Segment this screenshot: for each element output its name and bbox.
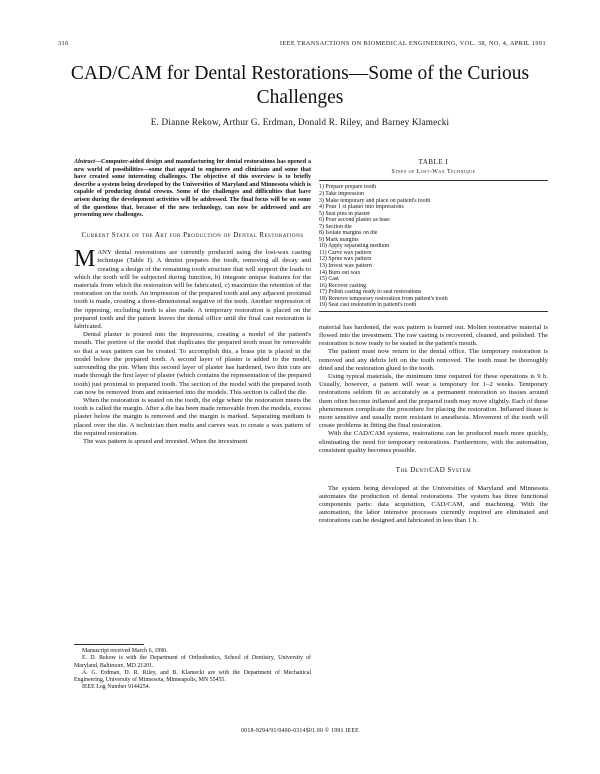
table-bottom-rule xyxy=(319,311,548,312)
section-heading-state-of-art: Current State of the Art for Production of Dental Restorations xyxy=(81,231,304,239)
right-body xyxy=(319,324,548,526)
left-column xyxy=(74,159,311,446)
paragraph: With the CAD/CAM systems, restorations can be produced much more quickly, eliminating the need for temporary restorations. Furthermore, with the automation, consistent quality becomes possible. xyxy=(319,430,548,454)
copyright-line: 0018-9294/91/0400-0314$01.00 © 1991 IEEE xyxy=(241,728,359,734)
table-step: 13) Invest wax pattern xyxy=(319,262,372,269)
paragraph: Using typical materials, the minimum time required for these operations is 9 h. Usually, however, a patient will wear a temporary for 1–2 weeks. Temporary restorations seldom fit as accurately as a permanent restoration so tissues around them often become inflamed and the prepared tooth may move slightly. Each of these phenomenon complicate the procedure for placing the restoration. Inflamed tissue is more sensitive and usually more resistant to anesthesia. Movement of the tooth will create problems in fitting the final restoration. xyxy=(319,373,548,430)
table-step: 5) Seat pins in plaster xyxy=(319,210,371,217)
table-step: 6) Pour second plaster as base xyxy=(319,217,390,224)
abstract-lead: Abstract xyxy=(74,159,95,165)
author-list: E. Dianne Rekow, Arthur G. Erdman, Donald R. Riley, and Barney Klamecki xyxy=(150,117,450,127)
table-subtitle: Steps of Lost-Wax Technique xyxy=(391,169,476,176)
table-lost-wax xyxy=(319,159,548,312)
paragraph-text: ANY dental restorations are currently produced using the lost-wax casting technique (Table I). A dentist prepares the tooth, removing all decay and creating a design of the remaining tooth structure that will support the loads to which the tooth will be subjected during function, b) integrate unique features for the materials from which the restoration will be fabricated, c) maximize the retention of the restoration on the tooth. An impression of the prepared tooth and any adjacent proximal tooth is made, creating a three-dimensional negative of the teeth. Another impression of the opposing, occluding teeth is also made. A temporary restoration is placed on the prepared tooth and the patient leaves the dental office until the final cast restoration is fabricated. xyxy=(74,249,311,331)
footnotes xyxy=(74,644,311,692)
table-step: 3) Make temporary and place on patient's tooth xyxy=(319,197,431,204)
left-body xyxy=(74,246,311,446)
table-step: 10) Apply separating medium xyxy=(319,243,390,250)
table-step: 8) Isolate margins on die xyxy=(319,230,378,237)
table-step: 7) Section die xyxy=(319,223,352,230)
footnote-rule xyxy=(74,644,144,645)
right-column xyxy=(319,159,548,526)
paragraph xyxy=(74,246,311,331)
footnote-affiliation: A. G. Erdman, D. R. Riley, and B. Klamecki are with the Department of Mechanical Engineering, University of Minnesota, Minneapolis, MN 55455. xyxy=(74,669,311,684)
table-step: 4) Pour 1 st plaster into impressions xyxy=(319,204,404,211)
table-step: 18) Remove temporary restoration from patient's tooth xyxy=(319,295,448,302)
table-step: 17) Polish casting ready to seat restorations xyxy=(319,289,422,296)
journal-header: IEEE TRANSACTIONS ON BIOMEDICAL ENGINEERING, VOL. 38, NO. 4, APRIL 1991 xyxy=(279,40,546,47)
paragraph: material has hardened, the wax pattern is burned out. Molten restorative material is flowed into the investment. The raw casting is recovered, cleaned, and polished. The restoration is now ready to be seated in the patient's mouth. xyxy=(319,323,548,348)
drop-cap: M xyxy=(74,246,96,273)
footnote-log-number: IEEE Log Number 9144254. xyxy=(82,684,151,691)
abstract-text: —Computer-aided design and manufacturing for dental restorations has opened a new world of possibilities—some that appeal to engineers and clinicians and some that have created some interesting challenges. The objective of this overview is to briefly describe a system being developed by the Universities of Maryland and Minnesota which is capable of producing dental crowns. Some of the challenges and difficulties that have arisen during the development activities will be addressed. The final focus will be on some of the questions that, because of the new technology, can now be addressed and are presenting new challenges. xyxy=(74,159,311,219)
table-step: 15) Cast xyxy=(319,276,339,283)
paragraph: The patient must now return to the dental office. The temporary restoration is removed and any debris left on the tooth removed. The tooth must be thoroughly dried and the restoration glued to the tooth. xyxy=(319,348,548,372)
paragraph: The system being developed at the Universities of Maryland and Minnesota automates the production of dental restorations. The system has three functional components parts: data acquisition, CAD/CAM, and machining. With the automation, the labor intensive processes currently required are eliminated and restorations can be designed and fabricated in less than 1 h. xyxy=(319,484,548,525)
table-step: 19) Seat cast restoration in patient's tooth xyxy=(319,302,417,309)
running-header xyxy=(58,40,546,47)
table-step: 2) Take impression xyxy=(319,190,364,197)
page-number: 316 xyxy=(58,40,69,47)
paragraph: When the restoration is seated on the tooth, the edge where the restoration meets the tooth is called the margin. After a die has been made removable from the models, excess plaster below the margin is removed and the margin is marked. Separating medium is placed over the die. A technician then melts and carves wax to create a wax pattern of the required restoration. xyxy=(74,396,311,437)
section-heading-denticad: The DentiCAD System xyxy=(395,467,472,475)
table-title: TABLE I xyxy=(418,159,449,166)
table-step: 16) Recover casting xyxy=(319,282,367,289)
abstract xyxy=(74,159,311,220)
table-top-rule xyxy=(319,180,548,181)
paper-title: CAD/CAM for Dental Restorations—Some of the Curious Challenges xyxy=(70,63,530,108)
table-step: 12) Sprue wax pattern xyxy=(319,256,372,263)
table-step: 9) Mark margins xyxy=(319,236,359,243)
paragraph: The wax pattern is sprued and invested. When the investment xyxy=(83,437,248,445)
paragraph: Dental plaster is poured into the impressions, creating a model of the patient's mouth. The portion of the model that duplicates the prepared tooth must be removable so that a wax pattern can be created. To accomplish this, a brass pin is placed in the model below the prepared tooth. A second layer of plaster is added to the model, surrounding the pin. When this second layer of plaster has hardened, two thin cuts are made through the first layer of plaster (which contains the representation of the prepared tooth) just proximal to prepared tooth. The section of the model with the prepared tooth can now be removed from and reinserted into the models. This section is called the die. xyxy=(74,331,311,396)
table-step: 11) Carve wax pattern xyxy=(319,249,372,256)
table-steps-list xyxy=(319,184,548,308)
table-step: 1) Prepare prepare tooth xyxy=(319,184,377,191)
footnote-received: Manuscript received March 6, 1990. xyxy=(82,648,168,654)
footnote-affiliation: E. D. Rekow is with the Department of Orthodontics, School of Dentistry, University of Maryland, Baltimore, MD 21201. xyxy=(74,655,311,669)
table-step: 14) Burn out wax xyxy=(319,269,361,276)
